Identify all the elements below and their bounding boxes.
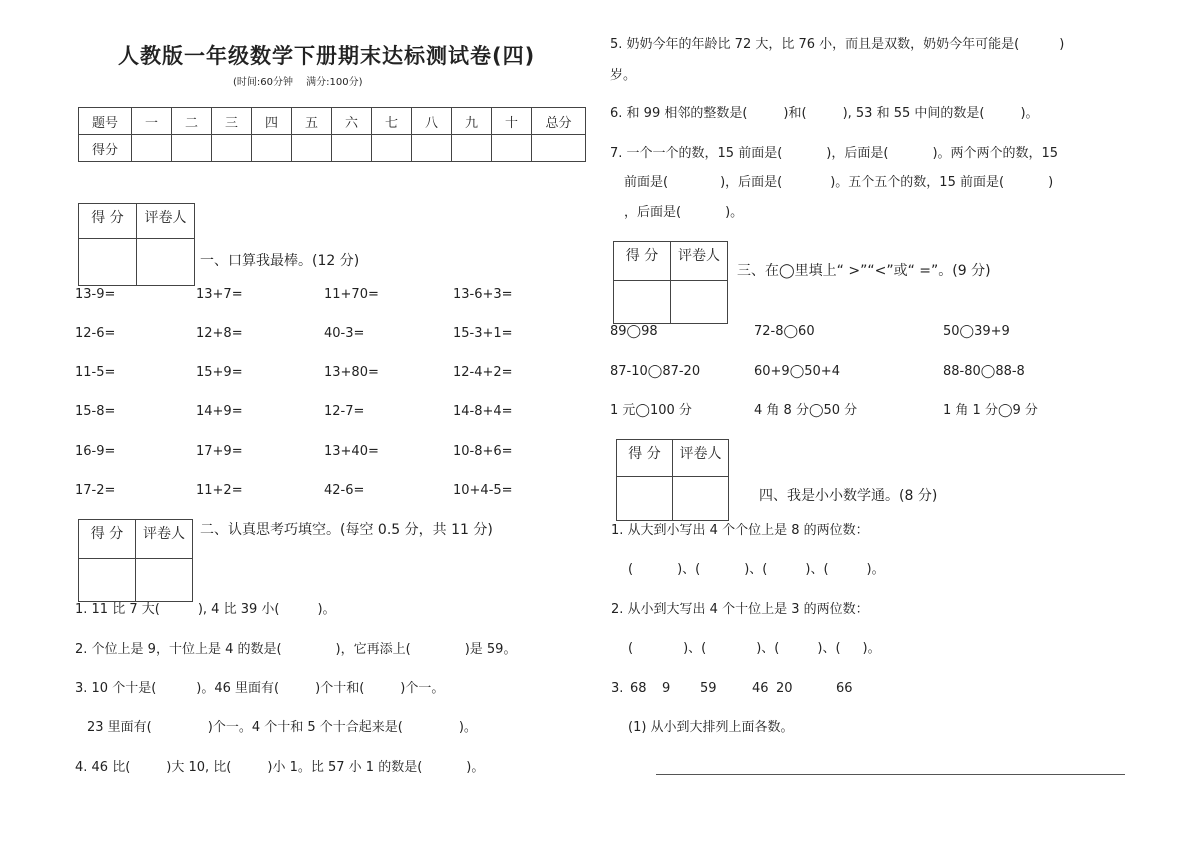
question-text: )个十和( xyxy=(315,681,365,696)
answer-blank[interactable] xyxy=(411,642,465,658)
question-2-3b xyxy=(87,720,477,736)
problem-row xyxy=(75,287,513,303)
question-2-3 xyxy=(75,681,444,697)
question-text: )。 xyxy=(866,562,885,577)
answer-blank[interactable] xyxy=(706,641,756,657)
question-2-2 xyxy=(75,642,516,658)
question-2-5 xyxy=(610,37,1064,53)
question-text: )、( xyxy=(744,562,768,577)
grader-reviewer-cell[interactable] xyxy=(673,477,729,521)
question-text: 5. 奶奶今年的年龄比 72 大，比 76 小，而且是双数，奶奶今年可能是( xyxy=(610,37,1020,52)
answer-blank[interactable] xyxy=(807,106,843,122)
score-cell[interactable] xyxy=(412,135,452,162)
compare-row xyxy=(610,364,1025,380)
section-3-title: 三、在◯里填上“ >”“<”或“ =”。(9 分) xyxy=(737,263,991,279)
question-2-7-line2 xyxy=(624,175,1053,191)
compare-problem[interactable]: 50◯39+9 xyxy=(943,324,1010,339)
page-title: 人教版一年级数学下册期末达标测试卷(四) xyxy=(118,44,536,68)
arithmetic-problem: 11+2= xyxy=(196,483,243,498)
arithmetic-problem: 17-2= xyxy=(75,483,116,498)
arithmetic-problem: 12+8= xyxy=(196,326,243,341)
number-item: 9 xyxy=(662,681,671,696)
answer-blank[interactable] xyxy=(279,681,315,697)
answer-blank[interactable] xyxy=(130,760,166,776)
compare-problem[interactable]: 87-10◯87-20 xyxy=(610,364,701,379)
answer-blank[interactable] xyxy=(282,642,336,658)
question-text: ，后面是( xyxy=(624,205,682,220)
question-text: )小 1。比 57 小 1 的数是( xyxy=(267,760,423,775)
score-cell-total[interactable] xyxy=(532,135,586,162)
number-item: 46 xyxy=(752,681,769,696)
score-table-row-header: 题号 xyxy=(79,108,132,135)
question-text: )大 10, 比( xyxy=(166,760,232,775)
answer-blank[interactable] xyxy=(633,641,683,657)
answer-blank[interactable] xyxy=(747,106,783,122)
problem-row xyxy=(75,444,513,460)
score-cell[interactable] xyxy=(252,135,292,162)
score-table-score-row xyxy=(79,135,586,162)
score-table-col: 九 xyxy=(452,108,492,135)
section-2-title: 二、认真思考巧填空。(每空 0.5 分，共 11 分) xyxy=(200,522,493,538)
grader-box-section-4 xyxy=(616,439,729,521)
score-table-col: 十 xyxy=(492,108,532,135)
arithmetic-problem: 14-8+4= xyxy=(453,404,513,419)
question-text: )，后面是( xyxy=(720,175,783,190)
answer-blank[interactable] xyxy=(829,562,867,578)
grader-reviewer-label: 评卷人 xyxy=(136,520,193,559)
answer-blank[interactable] xyxy=(681,205,725,221)
problem-row xyxy=(75,404,513,420)
score-table-col-total: 总分 xyxy=(532,108,586,135)
question-text: 6. 和 99 相邻的整数是( xyxy=(610,106,748,121)
question-4-1-answers xyxy=(628,562,885,578)
compare-problem[interactable]: 1 元◯100 分 xyxy=(610,403,692,418)
score-table-score-label: 得分 xyxy=(79,135,132,162)
question-text: )。 xyxy=(862,641,881,656)
score-table-col: 一 xyxy=(132,108,172,135)
score-cell[interactable] xyxy=(452,135,492,162)
grader-score-cell[interactable] xyxy=(79,239,137,286)
compare-problem[interactable]: 89◯98 xyxy=(610,324,658,339)
grader-reviewer-cell[interactable] xyxy=(671,281,728,324)
answer-blank[interactable] xyxy=(779,641,817,657)
score-cell[interactable] xyxy=(492,135,532,162)
question-text: 4. 46 比( xyxy=(75,760,131,775)
compare-problem[interactable]: 60+9◯50+4 xyxy=(754,364,840,379)
answer-blank[interactable] xyxy=(1004,175,1048,191)
score-table-col: 五 xyxy=(292,108,332,135)
grader-score-cell[interactable] xyxy=(79,559,136,602)
score-table-col: 二 xyxy=(172,108,212,135)
arithmetic-problem: 12-7= xyxy=(324,404,365,419)
answer-blank[interactable] xyxy=(700,562,744,578)
number-item: 20 xyxy=(776,681,793,696)
arithmetic-problem: 12-4+2= xyxy=(453,365,513,380)
arithmetic-problem: 40-3= xyxy=(324,326,365,341)
question-2-4 xyxy=(75,760,484,776)
number-item: 68 xyxy=(630,681,647,696)
answer-blank[interactable] xyxy=(1019,37,1059,53)
section-1-title: 一、口算我最棒。(12 分) xyxy=(200,253,360,269)
arithmetic-problem: 15-8= xyxy=(75,404,116,419)
answer-blank[interactable] xyxy=(279,602,317,618)
question-4-3-sub1: (1) 从小到大排列上面各数。 xyxy=(628,720,794,735)
score-table-col: 三 xyxy=(212,108,252,135)
grader-score-cell[interactable] xyxy=(617,477,673,521)
grader-score-label: 得 分 xyxy=(614,242,671,281)
problem-row xyxy=(75,365,513,381)
compare-problem[interactable]: 4 角 8 分◯50 分 xyxy=(754,403,858,418)
question-2-7-line1 xyxy=(610,146,1058,162)
grader-score-label: 得 分 xyxy=(79,520,136,559)
question-text: )、( xyxy=(817,641,841,656)
problem-row xyxy=(75,326,513,342)
question-4-2-answers xyxy=(628,641,881,657)
question-2-6 xyxy=(610,106,1039,122)
grader-reviewer-label: 评卷人 xyxy=(673,440,729,477)
grader-reviewer-label: 评卷人 xyxy=(671,242,728,281)
question-4-2: 2. 从小到大写出 4 个十位上是 3 的两位数： xyxy=(611,602,869,617)
arithmetic-problem: 10-8+6= xyxy=(453,444,513,459)
question-4-3 xyxy=(611,681,853,697)
question-2-1 xyxy=(75,602,336,618)
score-table-col: 八 xyxy=(412,108,452,135)
question-text: )。 xyxy=(1020,106,1039,121)
compare-problem[interactable]: 88-80◯88-8 xyxy=(943,364,1025,379)
score-table-header-row xyxy=(79,108,586,135)
question-text: )、( xyxy=(756,641,780,656)
question-text: )。两个两个的数，15 xyxy=(932,146,1059,161)
question-text: )，后面是( xyxy=(826,146,889,161)
section-4-title: 四、我是小小数学通。(8 分) xyxy=(759,488,938,504)
score-cell[interactable] xyxy=(292,135,332,162)
question-text: )，它再添上( xyxy=(335,642,411,657)
answer-blank[interactable] xyxy=(152,720,208,736)
arithmetic-problem: 11+70= xyxy=(324,287,379,302)
grader-reviewer-cell[interactable] xyxy=(136,559,193,602)
page-subtitle: (时间:60分钟 满分:100分) xyxy=(233,77,363,88)
grader-score-label: 得 分 xyxy=(617,440,673,477)
question-2-7-line3 xyxy=(624,205,743,221)
answer-blank[interactable] xyxy=(767,562,805,578)
question-text: )。五个五个的数，15 前面是( xyxy=(830,175,1005,190)
compare-row xyxy=(610,403,1038,419)
score-table-col: 六 xyxy=(332,108,372,135)
arithmetic-problem: 11-5= xyxy=(75,365,116,380)
question-text: ), 4 比 39 小( xyxy=(197,602,280,617)
answer-blank[interactable] xyxy=(231,760,267,776)
question-text: 前面是( xyxy=(624,175,669,190)
arithmetic-problem: 42-6= xyxy=(324,483,365,498)
answer-blank[interactable] xyxy=(888,146,932,162)
question-text: )个一。 xyxy=(400,681,445,696)
grader-score-cell[interactable] xyxy=(614,281,671,324)
answer-line[interactable] xyxy=(656,774,1125,775)
question-text: )和( xyxy=(783,106,807,121)
arithmetic-problem: 15+9= xyxy=(196,365,243,380)
grader-score-label: 得 分 xyxy=(79,204,137,239)
number-item: 66 xyxy=(836,681,853,696)
arithmetic-problem: 12-6= xyxy=(75,326,116,341)
arithmetic-problem: 17+9= xyxy=(196,444,243,459)
question-text: 2. 个位上是 9，十位上是 4 的数是( xyxy=(75,642,282,657)
question-text: )。46 里面有( xyxy=(196,681,280,696)
question-text: ) xyxy=(1059,37,1065,52)
arithmetic-problem: 14+9= xyxy=(196,404,243,419)
question-text: 7. 一个一个的数，15 前面是( xyxy=(610,146,783,161)
question-text: )是 59。 xyxy=(464,642,517,657)
answer-blank[interactable] xyxy=(160,602,198,618)
number-item: 59 xyxy=(700,681,717,696)
question-4-1: 1. 从大到小写出 4 个个位上是 8 的两位数： xyxy=(611,523,869,538)
grader-reviewer-cell[interactable] xyxy=(137,239,195,286)
answer-blank[interactable] xyxy=(841,641,863,657)
score-cell[interactable] xyxy=(132,135,172,162)
question-text: )。 xyxy=(317,602,336,617)
question-text: ) xyxy=(1048,175,1054,190)
question-text: 3. 10 个十是( xyxy=(75,681,157,696)
grader-box-section-1 xyxy=(78,203,195,286)
question-text: ), 53 和 55 中间的数是( xyxy=(842,106,985,121)
answer-blank[interactable] xyxy=(156,681,196,697)
score-table xyxy=(78,107,586,162)
arithmetic-problem: 16-9= xyxy=(75,444,116,459)
arithmetic-problem: 10+4-5= xyxy=(453,483,513,498)
question-text: ( xyxy=(628,641,634,656)
grader-box-section-3 xyxy=(613,241,728,324)
question-text: )、( xyxy=(683,641,707,656)
arithmetic-problem: 15-3+1= xyxy=(453,326,513,341)
score-cell[interactable] xyxy=(172,135,212,162)
arithmetic-problem: 13-9= xyxy=(75,287,116,302)
arithmetic-problem: 13+80= xyxy=(324,365,379,380)
question-text: )。 xyxy=(466,760,485,775)
answer-blank[interactable] xyxy=(633,562,677,578)
grader-reviewer-label: 评卷人 xyxy=(137,204,195,239)
answer-blank[interactable] xyxy=(668,175,720,191)
question-text: )、( xyxy=(805,562,829,577)
score-cell[interactable] xyxy=(332,135,372,162)
answer-blank[interactable] xyxy=(403,720,459,736)
score-table-col: 七 xyxy=(372,108,412,135)
question-number: 3. xyxy=(611,681,624,696)
score-cell[interactable] xyxy=(212,135,252,162)
question-text: ( xyxy=(628,562,634,577)
answer-blank[interactable] xyxy=(364,681,400,697)
question-2-5-unit: 岁。 xyxy=(610,68,637,83)
answer-blank[interactable] xyxy=(782,146,826,162)
question-text: )、( xyxy=(677,562,701,577)
answer-blank[interactable] xyxy=(782,175,830,191)
question-text: )个一。4 个十和 5 个十合起来是( xyxy=(207,720,403,735)
compare-row xyxy=(610,324,1010,340)
question-text: 23 里面有( xyxy=(87,720,152,735)
question-text: 1. 11 比 7 大( xyxy=(75,602,160,617)
arithmetic-problem: 13-6+3= xyxy=(453,287,513,302)
compare-problem[interactable]: 72-8◯60 xyxy=(754,324,815,339)
grader-box-section-2 xyxy=(78,519,193,602)
score-table-col: 四 xyxy=(252,108,292,135)
problem-row xyxy=(75,483,513,499)
answer-blank[interactable] xyxy=(984,106,1020,122)
question-text: )。 xyxy=(725,205,744,220)
answer-blank[interactable] xyxy=(422,760,466,776)
arithmetic-problem: 13+7= xyxy=(196,287,243,302)
score-cell[interactable] xyxy=(372,135,412,162)
arithmetic-problem: 13+40= xyxy=(324,444,379,459)
question-text: )。 xyxy=(458,720,477,735)
compare-problem[interactable]: 1 角 1 分◯9 分 xyxy=(943,403,1038,418)
